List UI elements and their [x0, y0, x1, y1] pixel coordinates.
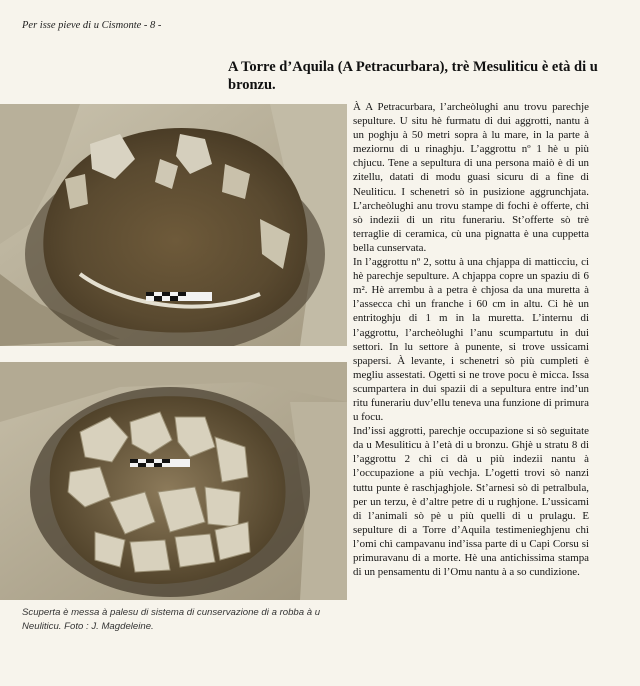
article-paragraph: Ind’issi aggrotti, parechje occupazione si sò seguitate da u Mesuliticu à l’età di u bronzu. Ghjè u stratu 8 di l’aggrottu 2 chì ci dà u più indezii nantu à l’occupazione a più vechja. L’ogetti trovi sò nanzi tuttu punte è raschjaghjole. St’arnesi sò di petralbula, per un terzu, è d’altre petre di u rughjone. L’ussicami di l’animali sò pè u più quelli di u prulagu. E sepulture di a Torre d’Aquila testimenieghjenu chì l’omi chì campavanu ind’issa parte di u Capi Corsu si primuravanu di a morte. Hè una antichissima stampa di un pensamentu di l’Omu nantu à a so cundizione.: [353, 425, 589, 579]
article-paragraph: In l’aggrottu nº 2, sottu à una chjappa di matticciu, ci hè parechje sepulture. A chjappa copre un spaziu di 6 m². Hè arrembu à a petra è chjosa da una muretta à l’assecca chì un franche i 60 cm in altu. Ci hè un entritoghju di 1 m in la muretta. L’internu di l’aggrottu, l’archeòlughi l’anu scumpartutu in dui settori. In lu settore à punente, si trove ussicami spapersi. À levante, i schenetri sò più cumpleti è megliu assestati. Ogetti si ne trove pocu è micca. Issa scumpartera in dui spazii di a sepultura entre ind’un ritu funerariu duv’ellu teneva una funzione di primura u focu.: [353, 256, 589, 424]
running-head: Per isse pieve di u Cismonte - 8 -: [22, 20, 162, 31]
excavation-photo-top: [0, 104, 347, 346]
figure-caption: Scuperta è messa à palesu di sistema di cunservazione di a robba à u Neuliticu. Foto : J. Magdeleine.: [22, 607, 321, 632]
excavation-photo-bottom: [0, 362, 347, 600]
article-title: A Torre d’Aquila (A Petracurbara), trè Mesuliticu è età di u bronzu.: [228, 59, 598, 93]
scale-bar-icon: [146, 292, 212, 301]
article-paragraph: À A Petracurbara, l’archeòlughi anu trovu parechje sepulture. U situ hè furmatu di dui aggrotti, nantu à un poghju à 50 metri sopra à lu mare, in la parte à meziornu di u rinaghju. L’aggrottu nº 1 hè u più chjucu. Tene a sepultura di una persona maiò è di un zitellu, datati di modu guasi sicuru di a fine di Neuliticu. I schenetri sò in pusizione aggrunchjata. L’archeòlughi anu trovu stampe di fochi è offerte, chì sò indezii di un ritu funerariu. St’offerte sò trè terraglie di ceramica, cù una pignatta è una cuppetta bella cunservata.: [353, 101, 589, 254]
scale-bar-icon: [130, 459, 190, 467]
article-body: [353, 100, 589, 579]
